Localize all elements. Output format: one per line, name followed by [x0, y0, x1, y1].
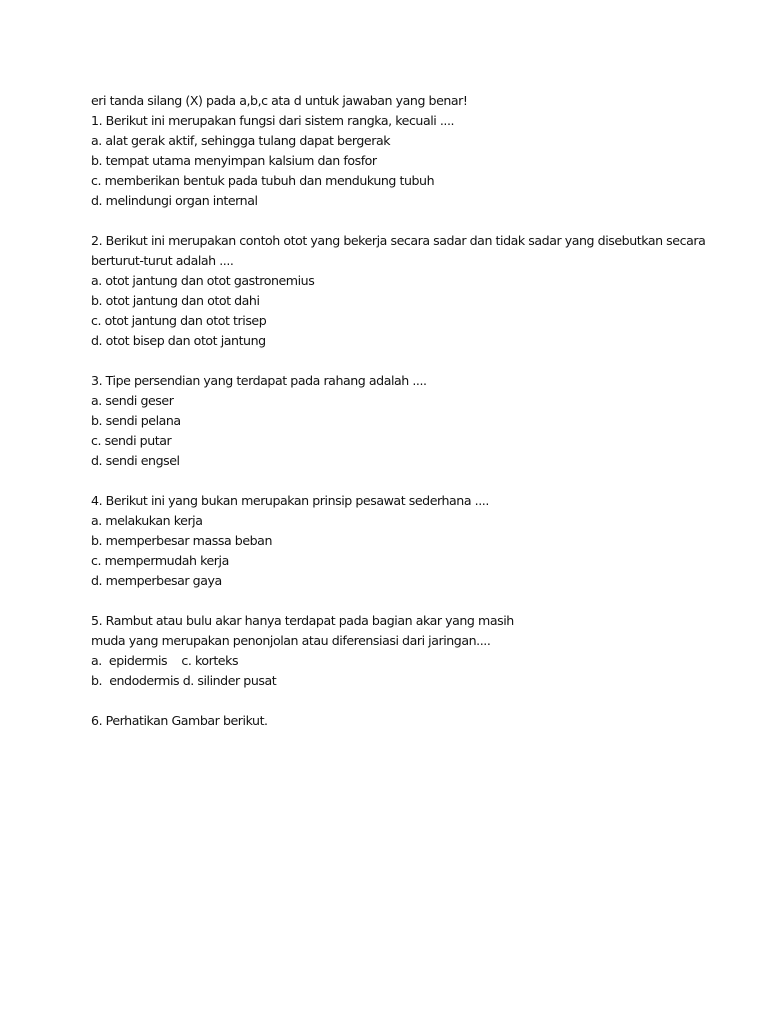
question-6-text: 6. Perhatikan Gambar berikut.: [91, 713, 268, 728]
question-2-text-line-2: berturut-turut adalah ....: [91, 253, 234, 268]
question-4-option-c: c. mempermudah kerja: [91, 553, 229, 568]
question-4-option-d: d. memperbesar gaya: [91, 573, 222, 588]
question-5-options-row-1: a. epidermis c. korteks: [91, 653, 239, 668]
question-1: [91, 111, 691, 211]
question-5: [91, 611, 691, 691]
question-3-text: 3. Tipe persendian yang terdapat pada rahang adalah ....: [91, 373, 427, 388]
question-1-option-b: b. tempat utama menyimpan kalsium dan fosfor: [91, 153, 377, 168]
question-2: [91, 231, 706, 351]
question-6: [91, 711, 691, 731]
question-1-text: 1. Berikut ini merupakan fungsi dari sistem rangka, kecuali ....: [91, 113, 455, 128]
question-4-text: 4. Berikut ini yang bukan merupakan prinsip pesawat sederhana ....: [91, 493, 489, 508]
question-4-option-b: b. memperbesar massa beban: [91, 533, 272, 548]
question-1-option-d: d. melindungi organ internal: [91, 193, 258, 208]
question-3-option-a: a. sendi geser: [91, 393, 174, 408]
question-1-option-a: a. alat gerak aktif, sehingga tulang dapat bergerak: [91, 133, 391, 148]
instruction-text: eri tanda silang (X) pada a,b,c ata d untuk jawaban yang benar!: [91, 93, 468, 108]
question-5-text-line-2: muda yang merupakan penonjolan atau diferensiasi dari jaringan....: [91, 633, 491, 648]
question-2-option-a: a. otot jantung dan otot gastronemius: [91, 273, 315, 288]
spacer: [91, 691, 691, 711]
question-2-option-c: c. otot jantung dan otot trisep: [91, 313, 267, 328]
question-3-option-b: b. sendi pelana: [91, 413, 181, 428]
question-3-option-d: d. sendi engsel: [91, 453, 180, 468]
question-3-option-c: c. sendi putar: [91, 433, 172, 448]
question-1-option-c: c. memberikan bentuk pada tubuh dan mendukung tubuh: [91, 173, 435, 188]
spacer: [91, 471, 691, 491]
question-2-option-d: d. otot bisep dan otot jantung: [91, 333, 266, 348]
question-3: [91, 371, 691, 471]
document-page: [91, 91, 706, 731]
question-2-text-line-1: 2. Berikut ini merupakan contoh otot yang bekerja secara sadar dan tidak sadar yang disebutkan secara: [91, 233, 706, 248]
spacer: [91, 211, 691, 231]
question-5-text-line-1: 5. Rambut atau bulu akar hanya terdapat pada bagian akar yang masih: [91, 613, 514, 628]
question-2-option-b: b. otot jantung dan otot dahi: [91, 293, 260, 308]
question-4-option-a: a. melakukan kerja: [91, 513, 203, 528]
spacer: [91, 351, 691, 371]
spacer: [91, 591, 691, 611]
question-5-options-row-2: b. endodermis d. silinder pusat: [91, 673, 277, 688]
question-4: [91, 491, 691, 591]
